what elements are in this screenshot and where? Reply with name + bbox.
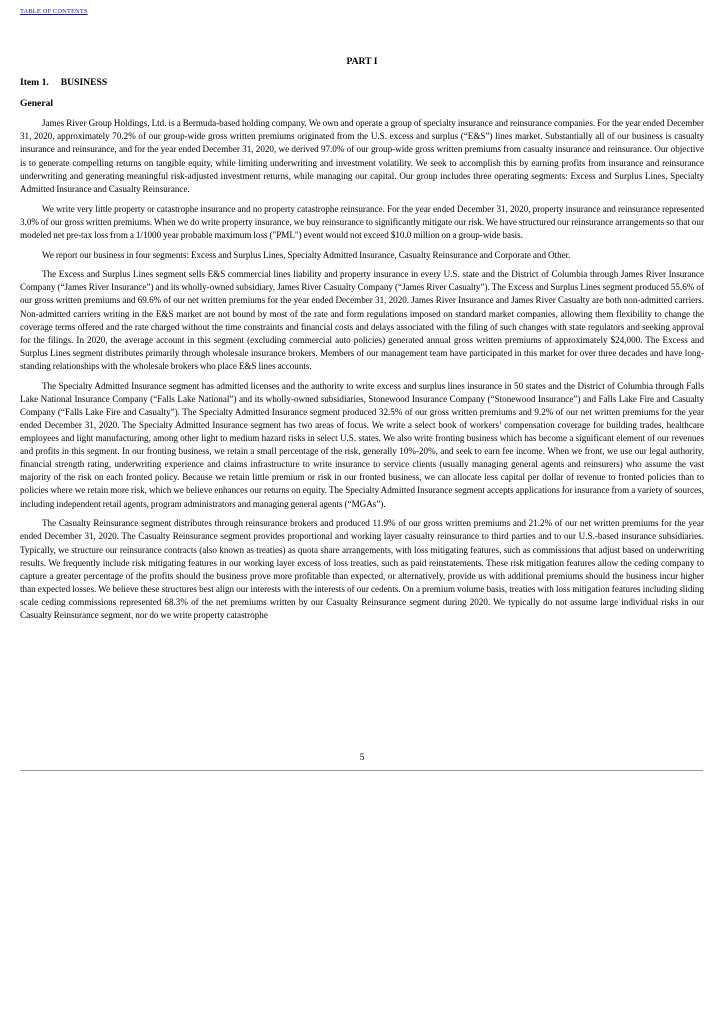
item-number: Item 1. (20, 77, 49, 89)
page-number: 5 (359, 752, 365, 763)
document-body (20, 55, 704, 629)
section-heading-general: General (20, 98, 54, 110)
table-of-contents-link[interactable]: TABLE OF CONTENTS (20, 8, 88, 15)
paragraph-specialty-admitted: The Specialty Admitted Insurance segment has admitted licenses and the authority to write excess and surplus lines insurance in 50 states and the District of Columbia through Falls Lake National Insurance Company (“Falls Lake National”) and its wholly-owned subsidiaries, Stonewood Insurance Company (“Stonewood Insurance”) and Falls Lake Fire and Casualty Company (“Falls Lake Fire and Casualty”). The Specialty Admitted Insurance segment produced 32.5% of our gross written premiums and 9.2% of our net written premiums for the year ended December 31, 2020. The Specialty Admitted Insurance segment has two areas of focus. We write a select book of workers’ compensation coverage for building trades, healthcare employees and light manufacturing, among other light to medium hazard risks in select U.S. states. We also write fronting business which has become a significant element of our revenues and profits in this segment. In our fronting business, we retain a small percentage of the risk, generally 10%-20%, and seek to earn fee income. When we front, we use our legal authority, financial strength rating, underwriting experience and claims infrastructure to write insurance to service clients (usually managing general agents and reinsurers) who assume the vast majority of the risk on each fronted policy. Because we retain little premium or risk in our fronted business, we can allocate less capital per dollar of revenue to fronted policies than to policies where we retain more risk, which we believe enhances our returns on equity. The Specialty Admitted Insurance segment accepts applications for insurance from a variety of sources, including independent retail agents, program administrators and managing general agents (“MGAs”). (20, 380, 704, 509)
item-heading (20, 76, 704, 89)
paragraph-overview: James River Group Holdings, Ltd. is a Bermuda-based holding company. We own and operate a group of specialty insurance and reinsurance companies. For the year ended December 31, 2020, approximately 70.2% of our group-wide gross written premiums originated from the U.S. excess and surplus (“E&S”) lines market. Substantially all of our business is casualty insurance and reinsurance, and for the year ended December 31, 2020, we derived 97.0% of our group-wide gross written premiums from casualty insurance and reinsurance. Our objective is to generate compelling returns on tangible equity, while limiting underwriting and investment volatility. We seek to accomplish this by earning profits from insurance and reinsurance underwriting and generating meaningful risk-adjusted investment returns, while managing our capital. Our group includes three operating segments: Excess and Surplus Lines, Specialty Admitted Insurance and Casualty Reinsurance. (20, 118, 704, 194)
paragraph-excess-surplus-lines: The Excess and Surplus Lines segment sells E&S commercial lines liability and property insurance in every U.S. state and the District of Columbia through James River Insurance Company (“James River Insurance”) and its wholly-owned subsidiary, James River Casualty Company (“James River Casualty”). The Excess and Surplus Lines segment produced 55.6% of our gross written premiums and 69.6% of our net written premiums for the year ended December 31, 2020. James River Insurance and James River Casualty are both non-admitted carriers. Non-admitted carriers writing in the E&S market are not bound by most of the rate and form regulations imposed on standard market companies, allowing them flexibility to change the coverage terms offered and the rate charged without the time constraints and financial costs and delays associated with the filing of such changes with state regulators and seeking approval for the filings. In 2020, the average account in this segment (excluding commercial auto policies) generated annual gross written premiums of approximately $24,000. The Excess and Surplus Lines segment distributes primarily through wholesale insurance brokers. Members of our management team have participated in this market for over three decades and have long-standing relationships with the wholesale brokers who place E&S lines accounts. (20, 269, 704, 371)
paragraph-property-catastrophe: We write very little property or catastrophe insurance and no property catastrophe reinsurance. For the year ended December 31, 2020, property insurance and reinsurance represented 3.0% of our gross written premiums. When we do write property insurance, we buy reinsurance to significantly mitigate our risk. We have structured our reinsurance arrangements so that our modeled net pre-tax loss from a 1/1000 year probable maximum loss ("PML") event would not exceed $10.0 million on a group-wide basis. (20, 203, 704, 240)
part-heading: PART I (346, 56, 378, 67)
paragraph-casualty-reinsurance: The Casualty Reinsurance segment distributes through reinsurance brokers and produced 11.9% of our gross written premiums and 21.2% of our net written premiums for the year ended December 31, 2020. The Casualty Reinsurance segment provides proportional and working layer casualty reinsurance to third parties and to our U.S.-based insurance subsidiaries. Typically, we structure our reinsurance contracts (also known as treaties) as quota share arrangements, with loss mitigating features, such as commissions that adjust based on underwriting results. We frequently include risk mitigating features in our working layer excess of loss treaties, such as paid reinstatements. These risk mitigation features allow the ceding company to capture a greater percentage of the profits should the business prove more profitable than expected, or alternatively, provide us with additional premiums should the business incur higher than expected losses. We believe these structures best align our interests with the interests of our cedents. On a premium volume basis, treaties with loss mitigation features including sliding scale ceding commissions represented 68.3% of the net premiums written by our Casualty Reinsurance segment during 2020. We typically do not assume large individual risks in our Casualty Reinsurance segment, nor do we write property catastrophe (20, 518, 704, 620)
footer-divider (20, 770, 703, 771)
paragraph-segments: We report our business in four segments: Excess and Surplus Lines, Specialty Admitted Insurance, Casualty Reinsurance and Corporate and Other. (42, 249, 571, 260)
item-title: BUSINESS (60, 77, 108, 89)
